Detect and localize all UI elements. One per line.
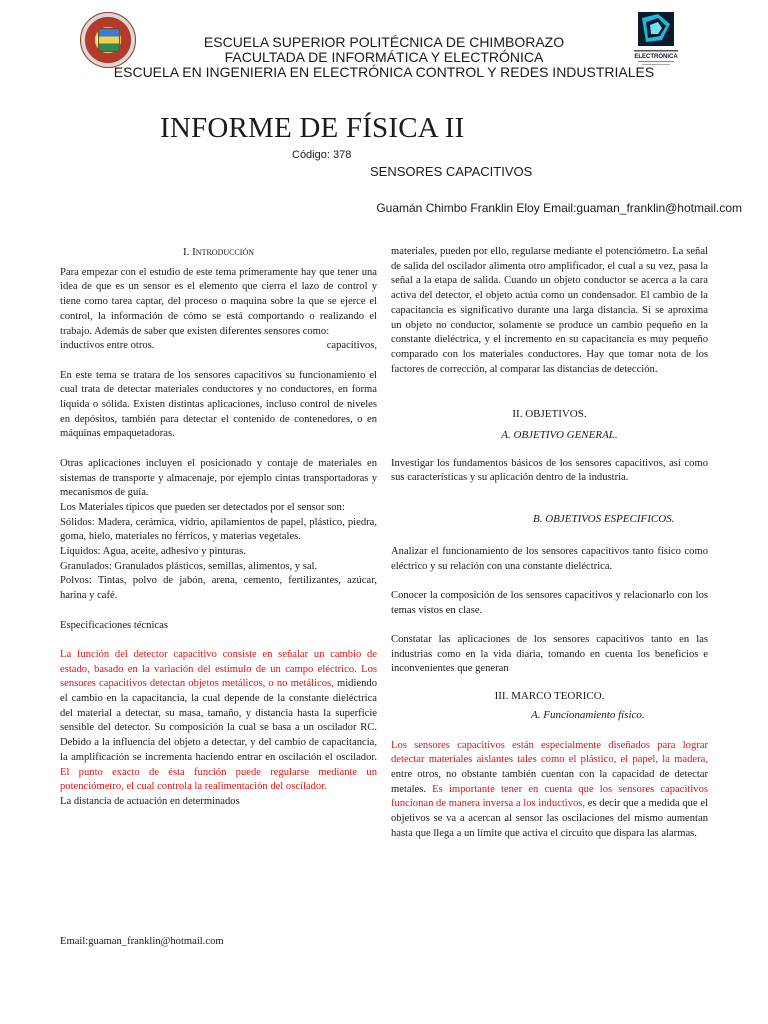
intro-paragraph-1: Para empezar con el estudio de este tema primeramente hay que tener una idea de que es un sensor es el elemento que cierra el lazo de control y tiene como tarea captar, del proceso o maquina sobre la que se ejerce el control, la información de cómo se está comportando o realizando el trabajo. Además de saber que existen diferentes sensores como: bbox=[60, 266, 377, 337]
intro-paragraph-1-tail: inductivos entre otros. capacitivos, bbox=[60, 340, 377, 352]
theory-heading: III. MARCO TEORICO. bbox=[494, 690, 605, 703]
materials-solids: Sólidos: Madera, cerámica, vidrio, apilamientos de papel, plástico, piedra, goma, hielo, materiales no férricos, y materias vegetales. bbox=[60, 516, 377, 543]
specific-objective-1: Analizar el funcionamiento de los sensores capacitivos tanto físico como eléctrico y su relación con una constante dieléctrica. bbox=[391, 545, 708, 572]
faculty-name: FACULTADA DE INFORMÁTICA Y ELECTRÓNICA bbox=[224, 49, 544, 65]
theory-paragraph: Los sensores capacitivos están especialmente diseñados para lograr detectar materiales aislantes tales como el plástico, el papel, la madera, entre otros, no obstante también cuentan con la capacidad de detectar metales. Es importante tener en cuenta que los sensores capacitivos funcionan de manera inversa a los inductivos, es decir que a medida que el objetivos se va a acercan al sensor las oscilaciones del mismo aumentan hasta que llega a un límite que activa el circuito que dispara las alarmas. bbox=[391, 739, 709, 839]
general-objective-heading: A. OBJETIVO GENERAL. bbox=[501, 429, 618, 442]
physical-functioning-heading: A. Funcionamiento físico. bbox=[531, 708, 645, 721]
spec-paragraph-2: La distancia de actuación en determinados bbox=[60, 795, 240, 807]
specific-objectives-heading: B. OBJETIVOS ESPECIFICOS. bbox=[533, 513, 675, 526]
university-name: ESCUELA SUPERIOR POLITÉCNICA DE CHIMBORAZO bbox=[203, 34, 565, 50]
intro-paragraph-3: Otras aplicaciones incluyen el posicionado y contaje de materiales en sistemas de transporte y almacenaje, por ejemplo cintas transportadoras y mecanismos de guía. bbox=[60, 457, 377, 499]
right-paragraph-1: materiales, pueden por ello, regularse mediante el potenciómetro. La señal de salida del oscilador alimenta otro amplificador, el cual a su vez, pasa la señal a la etapa de salida. Cuando un objeto conductor se acerca a la cara activa del detector, el objeto actúa como un condensador. El cambio de la capacitancia es significativo durante una larga distancia. Si se aproxima un objeto no conductor, solamente se produce un cambio pequeño en la constante dieléctrica, y el incremento en su capacitancia es muy pequeño comparado con los materiales conductores. Hay que tomar nota de los factores de corrección, al comparar las distancias de detección. bbox=[391, 246, 708, 375]
right-column bbox=[391, 245, 708, 841]
svg-text:ELECTRÓNICA: ELECTRÓNICA bbox=[634, 54, 678, 60]
intro-paragraph-4: Los Materiales típicos que pueden ser detectados por el sensor son: bbox=[60, 501, 345, 513]
materials-powders: Polvos: Tintas, polvo de jabón, arena, cemento, fertilizantes, azúcar, harina y café. bbox=[60, 575, 377, 602]
left-column bbox=[60, 245, 377, 810]
footer-email: Email:guaman_franklin@hotmail.com bbox=[60, 936, 224, 947]
materials-liquids: Líquidos: Agua, aceite, adhesivo y pinturas. bbox=[60, 546, 246, 558]
author-line: Guamán Chimbo Franklin Eloy Email:guaman_franklin@hotmail.com bbox=[376, 201, 742, 215]
specific-objective-2: Conocer la composición de los sensores capacitivos y relacionarlo con los temas vistos en clase. bbox=[391, 589, 708, 616]
course-code: Código: 378 bbox=[292, 149, 352, 161]
materials-granulates: Granulados: Granulados plásticos, semillas, alimentos, y sal. bbox=[60, 560, 318, 572]
general-objective-text: Investigar los fundamentos básicos de los sensores capacitivos, así como sus características y su aplicación dentro de la industria. bbox=[391, 457, 708, 484]
specific-objective-3: Constatar las aplicaciones de los sensores capacitivos tanto en las industrias como en la vida diaria, tomando en cuenta los beneficios e inconvenientes que generan bbox=[391, 634, 708, 675]
intro-paragraph-2: En este tema se tratara de los sensores capacitivos su funcionamiento el cual trata de detectar materiales conductores y no conductores, en forma líquida o sólida. Existen distintas aplicaciones, incluso control de niveles en depósitos, también para detectar el contenido de contenedores, o en máquinas empaquetadoras. bbox=[60, 369, 377, 440]
intro-heading: I. Introducción bbox=[182, 246, 255, 258]
spec-paragraph: La función del detector capacitivo consiste en señalar un cambio de estado, basado en la variación del estímulo de un campo eléctrico. Los sensores capacitivos detectan objetos metálicos, o no metálicos, midiendo el cambio en la capacitancia, la cual depende de la constante dieléctrica del material a detectar, su masa, tamaño, y distancia hasta la superficie sensible del detector. Su composición la cual se basa a un oscilador RC. Debido a la influencia del objeto a detectar, y del cambio de capacitancia, la amplificación se incrementa haciendo entrar en oscilación el oscilador. El punto exacto de ésta función puede regularse mediante un potenciómetro, el cual controla la realimentación del oscilador. bbox=[60, 648, 377, 793]
objectives-heading: II. OBJETIVOS. bbox=[512, 408, 587, 421]
spec-heading: Especificaciones técnicas bbox=[60, 619, 168, 631]
document-title: INFORME DE FÍSICA II bbox=[160, 112, 465, 144]
school-name: ESCUELA EN INGENIERIA EN ELECTRÓNICA CONTROL Y REDES INDUSTRIALES bbox=[113, 64, 655, 80]
document-subtitle: SENSORES CAPACITIVOS bbox=[370, 164, 533, 179]
